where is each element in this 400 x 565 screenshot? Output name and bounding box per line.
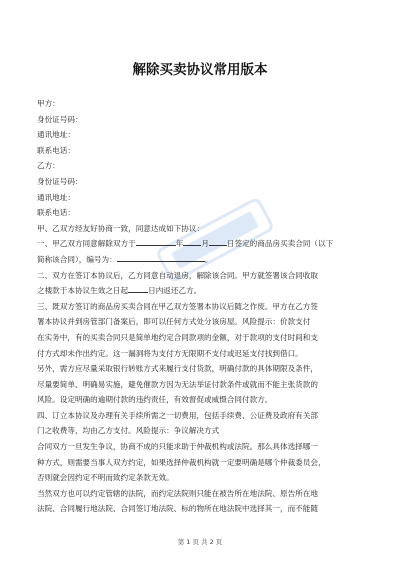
- contract-number-blank: [117, 252, 205, 262]
- clause-2-text-b: 日内返还乙方。: [148, 286, 202, 296]
- party-a-id-label: 身份证号码：: [37, 114, 83, 124]
- clause-3-line-3: 在实务中，有的买卖合同只是简单地约定合同款项的金额，对于款项的支付时间和支: [37, 332, 318, 342]
- document-title: 解除买卖协议常用版本: [132, 62, 268, 78]
- clause-4-line-5: 否则就会因约定不明而致约定条款无效。: [37, 473, 174, 483]
- party-b-phone-label: 联系电话：: [37, 208, 75, 218]
- clause-4-line-1: 四、订立本协议及办理有关手续所需之一切费用，包括手续费、公证费及政府有关部: [37, 410, 318, 420]
- clause-1-number-label: 简称该合同），编号为：: [37, 254, 117, 264]
- year-label: 年: [175, 239, 184, 249]
- clause-1-end: 。: [204, 254, 213, 264]
- party-b-id-label: 身份证号码：: [37, 176, 83, 186]
- clause-1-line-1: [37, 236, 377, 252]
- party-b-address-label: 通讯地址：: [37, 192, 75, 202]
- clause-1-text: 一、甲乙双方同意解除双方于: [37, 239, 136, 249]
- clause-3-line-1: 三、既双方签订的商品房买卖合同在甲乙双方签署本协议后随之作废。甲方在乙方签: [37, 301, 318, 311]
- clause-2-line-2: [37, 283, 377, 299]
- clause-1-line-2: [37, 252, 377, 268]
- document-body: [37, 96, 377, 517]
- party-a-phone-label: 联系电话：: [37, 145, 75, 155]
- clause-3-line-6: 尽量要简单、明确易实施，避免催款方因为无法举证付款条件或就而不能主张货款的: [37, 379, 318, 389]
- date-year-blank: [136, 236, 176, 246]
- clause-2-line-1: 二、双方在签订本协议后，乙方同意自动退房，解除该合同。甲方就签署该合同收取: [37, 270, 318, 280]
- intro-text: 甲、乙双方经友好协商一致，同意达成如下协议：: [37, 223, 205, 233]
- clause-4-line-2: 门之收费等，均由乙方支付。风险提示：争议解决方式: [37, 426, 220, 436]
- clause-2-text-a: 之楼款于本协议生效之日起: [37, 286, 129, 296]
- clause-4-line-3: 合同双方一旦发生争议，协商不成的只能求助于仲裁机构或法院。那么具体选择哪一: [37, 442, 318, 452]
- clause-3-line-5: 另外，需方应尽量采取银行转账方式来履行支付货款，明确付款的具体期限及条件，: [37, 364, 318, 374]
- clause-3-line-4: 付方式却未作出约定。这一漏洞将为支付方无限期不支付或迟延支付找到借口。: [37, 348, 303, 358]
- days-blank: [128, 283, 148, 293]
- day-label: 日签定的商品房买卖合同（以下: [226, 239, 334, 249]
- party-b-label: 乙方：: [37, 161, 60, 171]
- date-day-blank: [209, 236, 227, 246]
- clause-3-line-2: 署本协议并到房管部门备案后，即可以任何方式处分该房屋。风险提示：价款支付: [37, 317, 311, 327]
- page-footer: 第 1 页 共 2 页: [177, 538, 223, 546]
- clause-3-line-7: 风险。设定明确的逾期付款的违约责任，有效督促或威慑合同付款方。: [37, 395, 273, 405]
- party-a-label: 甲方：: [37, 99, 60, 108]
- date-month-blank: [183, 236, 201, 246]
- party-a-address-label: 通讯地址：: [37, 130, 75, 140]
- clause-4-line-4: 种方式，则需要当事人双方约定，如果选择仲裁机构就一定要明确是哪个仲裁委员会，: [37, 457, 326, 467]
- clause-4-line-6: 当然双方也可以约定管辖的法院，而约定法院则只能在被告所在地法院、原告所在地: [37, 488, 318, 498]
- month-label: 月: [201, 239, 209, 249]
- clause-4-line-7: 法院、合同履行地法院、合同签订地法院、标的物所在地法院中选择其一，而不能随: [37, 504, 318, 514]
